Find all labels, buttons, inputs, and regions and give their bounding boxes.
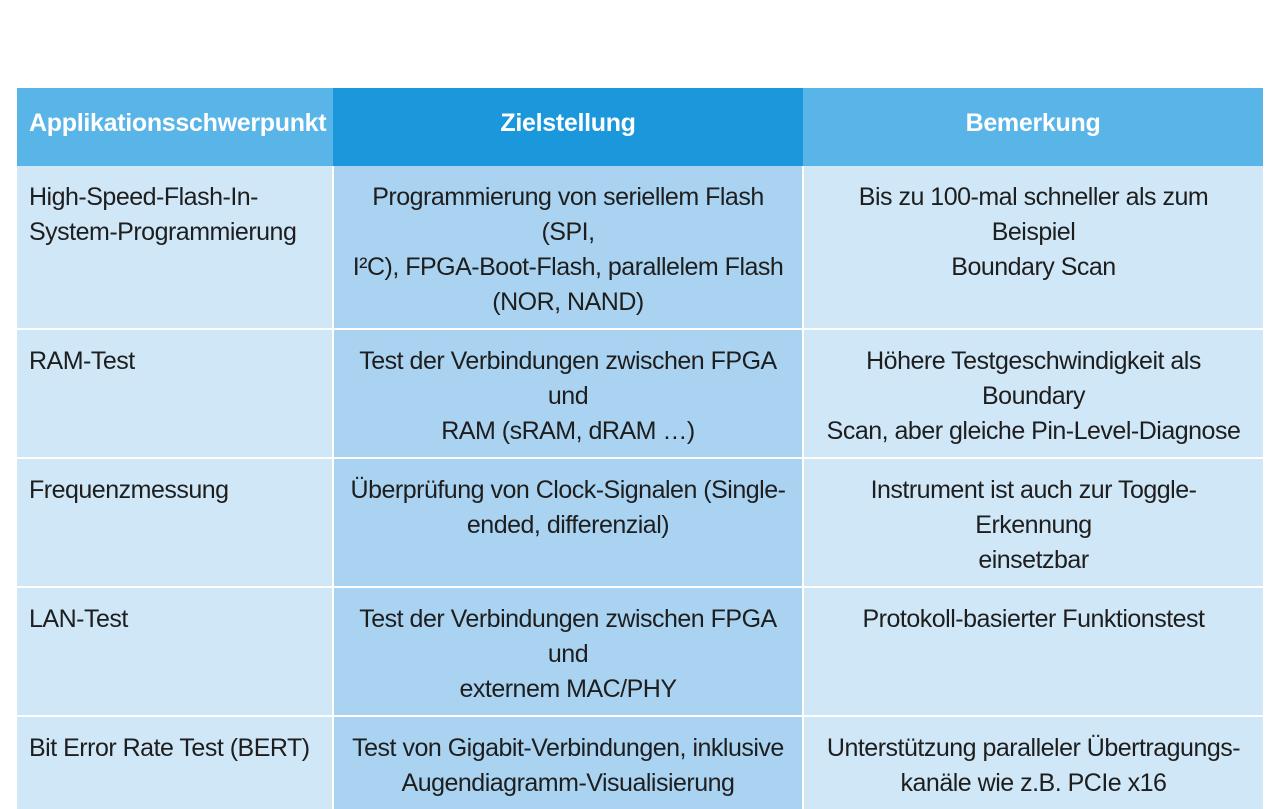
cell-objective xyxy=(333,716,803,809)
cell-line: Überprüfung von Clock-Signalen (Single- xyxy=(350,476,786,504)
cell-line: System-Programmierung xyxy=(29,218,297,246)
cell-line: ended, differenzial) xyxy=(466,511,670,539)
cell-application-focus xyxy=(17,716,333,809)
cell-line: Test der Verbindungen zwischen FPGA und xyxy=(359,347,777,410)
cell-line: Augendiagramm-Visualisierung xyxy=(401,769,735,797)
header-application-focus: Applikationsschwerpunkt xyxy=(17,88,333,166)
table-body xyxy=(17,166,1263,809)
cell-line: externem MAC/PHY xyxy=(459,675,677,703)
cell-line: Scan, aber gleiche Pin-Level-Diagnose xyxy=(826,417,1241,445)
cell-line: kanäle wie z.B. PCIe x16 xyxy=(900,769,1167,797)
table-row xyxy=(17,587,1263,716)
cell-line: Bit Error Rate Test (BERT) xyxy=(29,734,310,762)
cell-line: Höhere Testgeschwindigkeit als Boundary xyxy=(866,347,1201,410)
comparison-table xyxy=(17,88,1263,809)
cell-objective xyxy=(333,587,803,716)
cell-line: Test der Verbindungen zwischen FPGA und xyxy=(359,605,777,668)
table-row xyxy=(17,166,1263,329)
cell-objective xyxy=(333,329,803,458)
cell-remark xyxy=(803,458,1263,587)
cell-line: Unterstützung paralleler Übertragungs- xyxy=(826,734,1241,762)
cell-remark xyxy=(803,716,1263,809)
cell-line: Bis zu 100-mal schneller als zum Beispiel xyxy=(858,183,1209,246)
comparison-table-container xyxy=(17,88,1263,809)
cell-line: Protokoll-basierter Funktionstest xyxy=(862,605,1205,633)
cell-line: Test von Gigabit-Verbindungen, inklusive xyxy=(352,734,784,762)
cell-line: High-Speed-Flash-In- xyxy=(29,183,258,211)
table-row xyxy=(17,458,1263,587)
cell-application-focus xyxy=(17,166,333,329)
table-row xyxy=(17,329,1263,458)
cell-remark xyxy=(803,587,1263,716)
cell-line: Boundary Scan xyxy=(951,253,1116,281)
cell-application-focus xyxy=(17,587,333,716)
cell-objective xyxy=(333,458,803,587)
table-row xyxy=(17,716,1263,809)
cell-remark xyxy=(803,166,1263,329)
cell-line: (NOR, NAND) xyxy=(492,288,644,316)
cell-line: einsetzbar xyxy=(978,546,1089,574)
cell-line: Programmierung von seriellem Flash (SPI, xyxy=(372,183,764,246)
header-row xyxy=(17,88,1263,166)
cell-line: RAM-Test xyxy=(29,347,135,375)
table-header xyxy=(17,88,1263,166)
cell-application-focus xyxy=(17,329,333,458)
header-objective: Zielstellung xyxy=(333,88,803,166)
header-remark: Bemerkung xyxy=(803,88,1263,166)
cell-line: Frequenzmessung xyxy=(29,476,229,504)
cell-remark xyxy=(803,329,1263,458)
cell-application-focus xyxy=(17,458,333,587)
cell-line: RAM (sRAM, dRAM …) xyxy=(441,417,695,445)
cell-line: LAN-Test xyxy=(29,605,128,633)
cell-line: Instrument ist auch zur Toggle-Erkennung xyxy=(870,476,1197,539)
cell-line: I²C), FPGA-Boot-Flash, parallelem Flash xyxy=(352,253,784,281)
cell-objective xyxy=(333,166,803,329)
